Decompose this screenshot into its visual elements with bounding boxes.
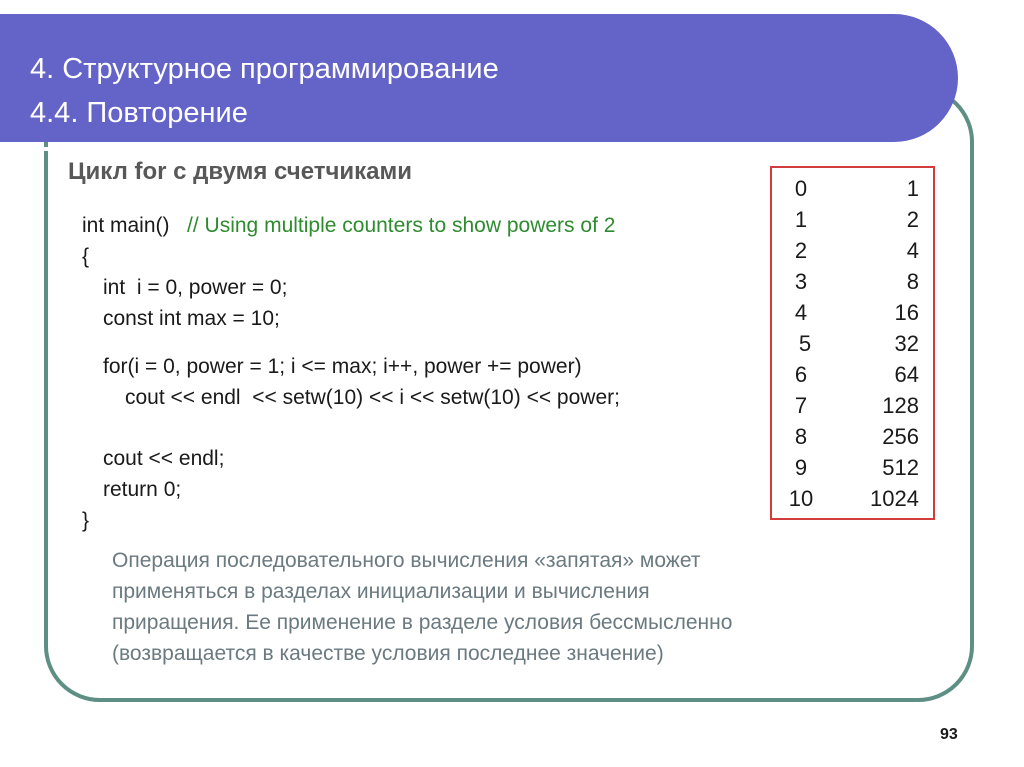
output-row [772, 391, 933, 421]
note-line: применяться в разделах инициализации и вычисления [112, 580, 650, 603]
code-line-close-brace: } [82, 509, 90, 532]
code-line-for-loop: for(i = 0, power = 1; i <= max; i++, power += power) [103, 355, 582, 378]
output-row [772, 205, 933, 235]
output-row [772, 329, 933, 359]
note-line: приращения. Ее применение в разделе условия бессмысленно [112, 611, 733, 634]
output-counter: 7 [794, 393, 808, 418]
code-comment: // Using multiple counters to show powers of 2 [187, 214, 616, 237]
output-power: 8 [906, 269, 919, 294]
code-line-return: return 0; [103, 478, 182, 501]
code-line-declare-vars: int i = 0, power = 0; [103, 276, 288, 299]
output-counter: 10 [788, 486, 814, 511]
output-power: 4 [906, 238, 919, 263]
code-line-cout-loop: cout << endl << setw(10) << i << setw(10) << power; [125, 386, 620, 409]
output-counter: 3 [794, 269, 808, 294]
output-row [772, 236, 933, 266]
code-line-declare-max: const int max = 10; [103, 307, 280, 330]
output-power: 32 [894, 331, 919, 356]
output-power: 1 [906, 176, 919, 201]
code-main-signature: int main() [82, 214, 170, 237]
output-row [772, 360, 933, 390]
output-counter: 8 [794, 424, 808, 449]
output-counter: 2 [794, 238, 808, 263]
note-line: (возвращается в качестве условия последнее значение) [112, 642, 664, 665]
output-power: 128 [882, 393, 919, 418]
output-counter: 1 [794, 207, 808, 232]
explanation-note [112, 545, 892, 669]
output-counter: 6 [794, 362, 808, 387]
code-line-cout-endl: cout << endl; [103, 447, 225, 470]
title-banner [0, 14, 958, 142]
output-power: 256 [882, 424, 919, 449]
code-line-open-brace: { [82, 245, 90, 268]
output-row [772, 174, 933, 204]
slide-title-line1: 4. Структурное программирование [30, 53, 499, 85]
output-power: 1024 [870, 486, 919, 511]
output-counter: 5 [798, 331, 812, 356]
slide-subtitle: Цикл for с двумя счетчиками [68, 158, 413, 185]
output-row [772, 453, 933, 483]
output-power: 64 [894, 362, 919, 387]
output-counter: 0 [794, 176, 808, 201]
output-power: 16 [894, 300, 919, 325]
output-counter: 4 [794, 300, 808, 325]
output-power: 512 [882, 455, 919, 480]
page-number: 93 [940, 726, 958, 743]
program-output-box [770, 166, 935, 520]
slide-title-line2: 4.4. Повторение [30, 97, 248, 129]
note-line: Операция последовательного вычисления «запятая» может [112, 549, 701, 572]
output-power: 2 [906, 207, 919, 232]
output-row [772, 298, 933, 328]
title-underline [0, 147, 908, 151]
output-row [772, 267, 933, 297]
output-row [772, 484, 933, 514]
output-row [772, 422, 933, 452]
code-line-main [82, 213, 615, 239]
output-counter: 9 [794, 455, 808, 480]
